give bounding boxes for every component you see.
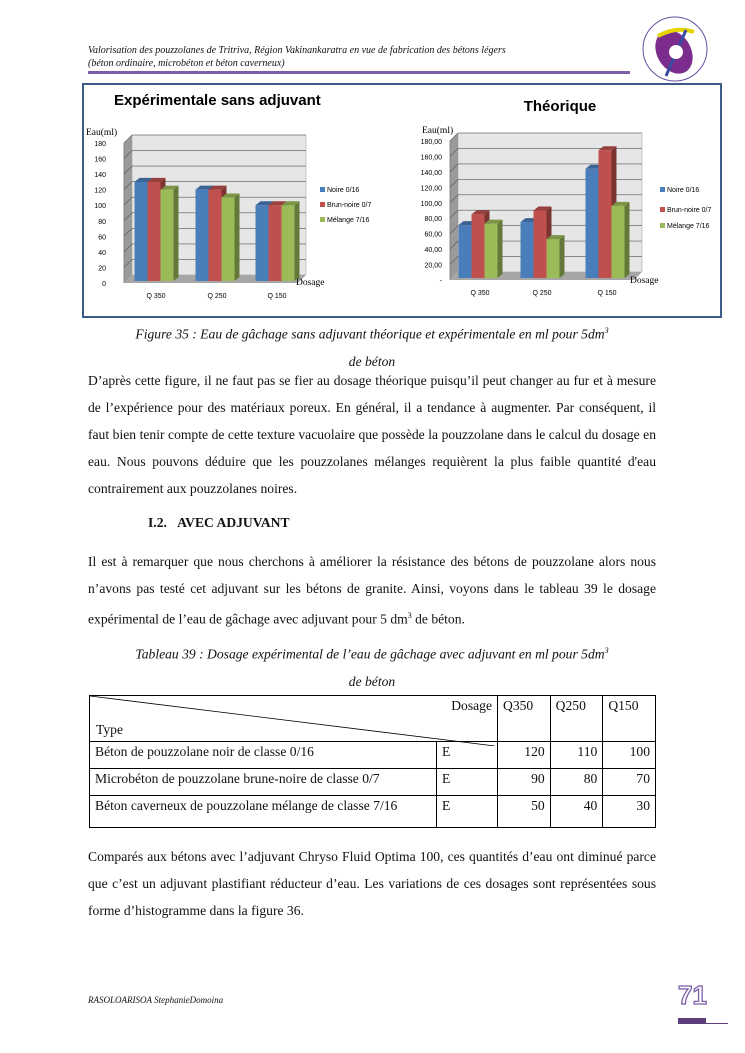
y-tick-label: 20 <box>98 265 106 273</box>
y-tick-label: 180 <box>94 141 106 148</box>
header-rule <box>88 71 630 74</box>
caption-text: Figure 35 : Eau de gâchage sans adjuvant théorique et expérimentale en ml pour 5dm <box>135 326 605 342</box>
y-tick-label: 140,00 <box>420 169 442 177</box>
col-header: Q150 <box>603 696 656 742</box>
y-axis-label: Eau(ml) <box>422 126 454 136</box>
bar <box>282 205 295 281</box>
cell-value: 30 <box>603 796 656 828</box>
cell-type: Béton de pouzzolane noir de classe 0/16 <box>90 742 437 769</box>
cell-code: E <box>437 769 498 796</box>
bar <box>459 225 472 278</box>
table-caption-text: Tableau 39 : Dosage expérimental de l’eau de gâchage avec adjuvant en ml pour 5dm <box>135 646 605 662</box>
y-tick-label: 0 <box>102 281 106 288</box>
x-tick-label: Q 350 <box>470 290 490 297</box>
cell-type: Béton caverneux de pouzzolane mélange de classe 7/16 <box>90 796 437 828</box>
table-header-row <box>90 696 656 742</box>
paragraph-3: Comparés aux bétons avec l’adjuvant Chryso Fluid Optima 100, ces quantités d’eau ont diminué parce que c’est un adjuvant plastifiant réducteur d’eau. Les variations de ces dosages sont représentées sous forme d’histogramme dans la figure 36. <box>88 849 656 918</box>
charts-svg <box>84 85 720 316</box>
bar-side <box>235 193 240 281</box>
x-tick-label: Q 150 <box>267 293 287 300</box>
bar-side <box>174 186 179 281</box>
legend-swatch <box>320 202 325 207</box>
table-row <box>90 796 656 828</box>
bar-side <box>560 235 565 278</box>
cell-value: 100 <box>603 742 656 769</box>
chart-title: Théorique <box>523 98 597 115</box>
y-tick-label: 40,00 <box>424 247 442 255</box>
y-tick-label: 20,00 <box>424 262 442 270</box>
cell-value: 50 <box>498 796 551 828</box>
table-row <box>90 769 656 796</box>
bar <box>534 211 547 279</box>
cell-value: 70 <box>603 769 656 796</box>
header-line-1: Valorisation des pouzzolanes de Tritriva, Région Vakinankaratra en vue de fabrication des bétons légers <box>88 45 506 56</box>
y-tick-label: 80,00 <box>424 216 442 224</box>
paragraph-2 <box>88 548 656 633</box>
running-header <box>88 44 506 70</box>
y-tick-label: 60,00 <box>424 231 442 239</box>
y-tick-label: 80 <box>98 218 106 226</box>
para2-end: de béton. <box>411 611 465 627</box>
figure-caption <box>88 317 656 375</box>
bar-side <box>625 202 630 278</box>
corner-cell <box>90 696 498 742</box>
x-tick-label: Q 250 <box>532 290 552 297</box>
corner-dosage: Dosage <box>451 698 492 713</box>
bar <box>148 182 161 281</box>
legend-label: Brun-noire 0/7 <box>667 207 712 214</box>
bar <box>521 222 534 278</box>
bar <box>269 205 282 281</box>
legend-label: Mélange 7/16 <box>667 223 710 230</box>
corner-type: Type <box>96 722 123 737</box>
diagonal-line <box>90 696 495 746</box>
y-axis-label: Eau(ml) <box>86 128 118 138</box>
table-caption <box>88 637 656 695</box>
paragraph-1: D’après cette figure, il ne faut pas se fier au dosage théorique puisqu’il peut changer au fur et à mesure de l’expérience pour des matériaux poreux. En général, il a tendance à augmenter. Par conséquent, il faut bien tenir compte de cette texture vacuolaire que possède la pouzzolane dans le calcul du dosage en eau. Nous pouvons déduire que les pouzzolanes mélanges requièrent la plus faible quantité d'eau contrairement aux pouzzolanes noires. <box>88 373 656 496</box>
y-tick-label: 120 <box>94 187 106 195</box>
bar <box>612 206 625 278</box>
bar-side <box>498 220 503 278</box>
page-number-rule <box>706 1023 728 1024</box>
y-tick-label: 120,00 <box>420 185 442 193</box>
table-caption-sup: 3 <box>604 646 609 655</box>
y-tick-label: 160,00 <box>420 154 442 162</box>
section-title: AVEC ADJUVANT <box>177 515 290 530</box>
x-tick-label: Q 150 <box>597 290 617 297</box>
footer-author: RASOLOARISOA StephanieDomoina <box>88 995 224 1005</box>
x-axis-label: Dosage <box>630 276 659 286</box>
legend-swatch <box>660 223 665 228</box>
x-tick-label: Q 350 <box>146 293 166 300</box>
y-tick-label: 100,00 <box>420 200 442 208</box>
legend-swatch <box>660 187 665 192</box>
legend-label: Noire 0/16 <box>667 187 700 194</box>
figure-35-charts <box>82 83 722 318</box>
bar <box>209 190 222 281</box>
y-tick-label: 60 <box>98 234 106 242</box>
bar <box>485 224 498 278</box>
cell-value: 80 <box>550 769 603 796</box>
bar-side <box>295 201 300 281</box>
x-axis-label: Dosage <box>296 278 325 288</box>
page-number: 71 <box>678 980 707 1010</box>
y-tick-label: - <box>439 278 442 285</box>
legend-label: Brun-noire 0/7 <box>327 202 372 209</box>
x-tick-label: Q 250 <box>207 293 227 300</box>
legend-swatch <box>660 207 665 212</box>
para2-sup: 3 <box>407 611 412 620</box>
bar <box>256 205 269 281</box>
section-number: I.2. <box>148 515 167 530</box>
page-number-bar <box>678 1018 706 1024</box>
caption-line-2: de béton <box>348 353 396 369</box>
bar <box>472 214 485 278</box>
cell-value: 110 <box>550 742 603 769</box>
y-tick-label: 140 <box>94 172 106 180</box>
cell-type: Microbéton de pouzzolane brune-noire de classe 0/7 <box>90 769 437 796</box>
y-tick-label: 40 <box>98 249 106 257</box>
y-tick-label: 160 <box>94 156 106 164</box>
bar <box>222 197 235 281</box>
cell-value: 40 <box>550 796 603 828</box>
para2-text: Il est à remarquer que nous cherchons à améliorer la résistance des bétons de pouzzolane alors nous n’avons pas testé cet adjuvant sur les bétons de granite. Ainsi, voyons dans le tableau 39 le dosage expérimental de l’eau de gâchage avec adjuvant pour 5 dm <box>88 554 656 627</box>
table-39 <box>89 695 656 828</box>
col-header: Q250 <box>550 696 603 742</box>
chart-title: Expérimentale sans adjuvant <box>114 92 321 109</box>
legend-swatch <box>320 217 325 222</box>
cell-value: 120 <box>498 742 551 769</box>
y-tick-label: 100 <box>94 203 106 211</box>
bar <box>586 169 599 278</box>
bar <box>161 190 174 281</box>
legend-label: Mélange 7/16 <box>327 217 370 224</box>
bar <box>135 182 148 281</box>
bar <box>547 239 560 278</box>
cell-value: 90 <box>498 769 551 796</box>
header-line-2: (béton ordinaire, microbéton et béton caverneux) <box>88 58 285 69</box>
section-heading <box>148 515 290 531</box>
faculty-logo <box>636 14 714 84</box>
cell-code: E <box>437 742 498 769</box>
legend-label: Noire 0/16 <box>327 187 360 194</box>
legend-swatch <box>320 187 325 192</box>
bar <box>196 190 209 281</box>
bar <box>599 150 612 278</box>
col-header: Q350 <box>498 696 551 742</box>
caption-sup: 3 <box>604 326 609 335</box>
y-tick-label: 180,00 <box>420 139 442 146</box>
table-caption-line-2: de béton <box>348 673 396 689</box>
cell-code: E <box>437 796 498 828</box>
